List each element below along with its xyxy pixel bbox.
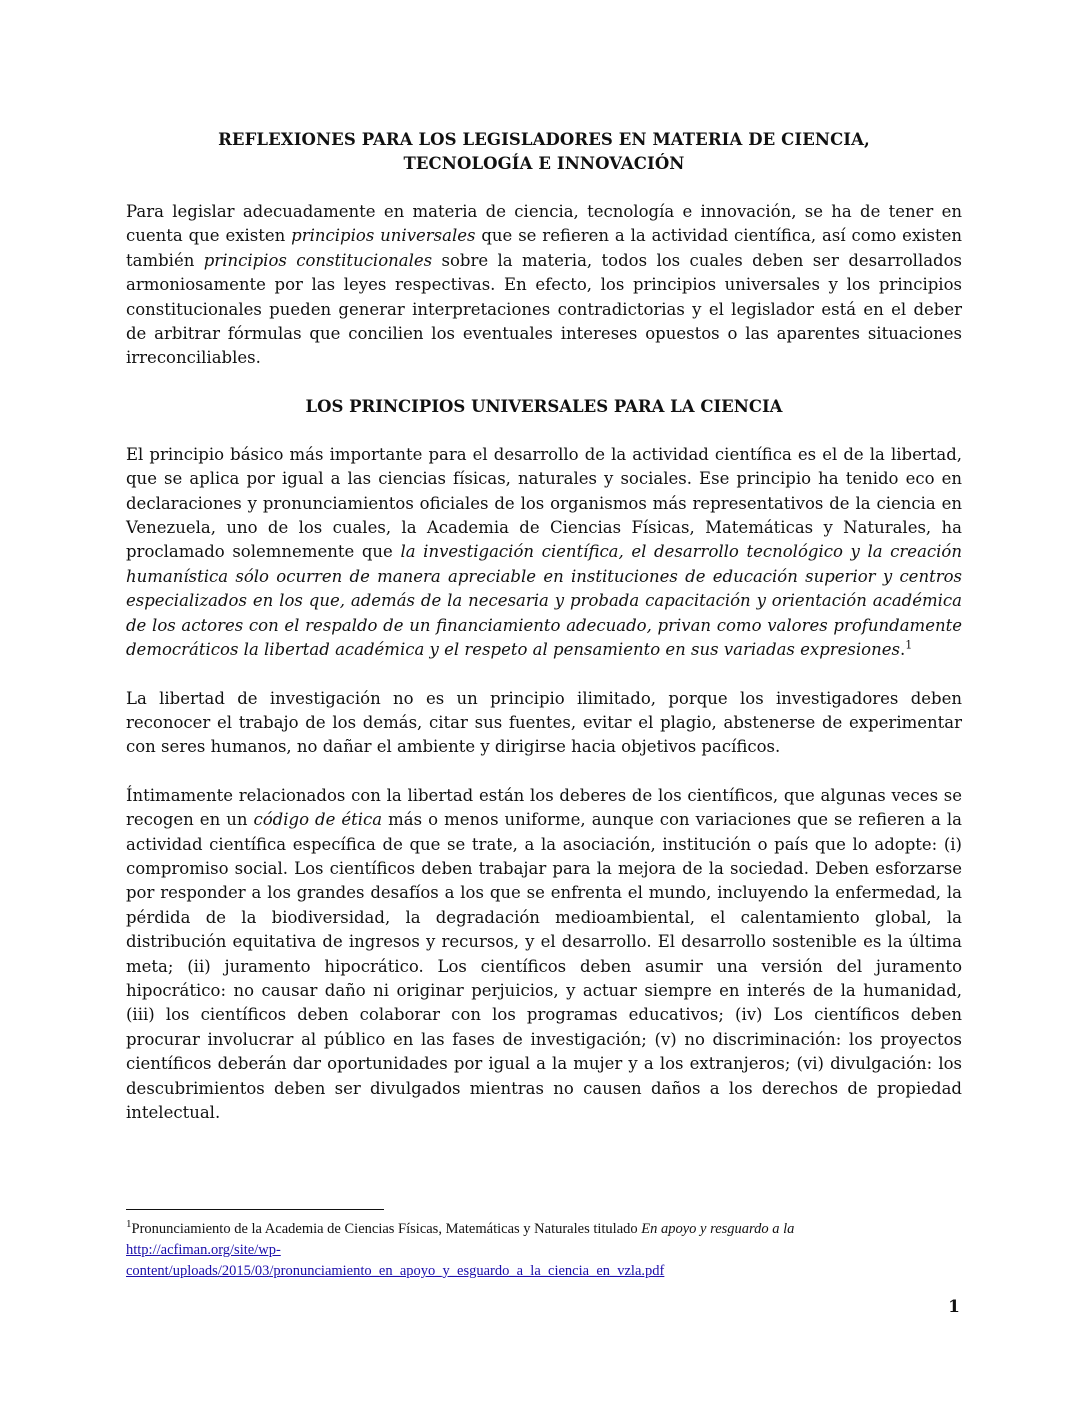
principle-period: .	[899, 640, 906, 660]
intro-text-2: que se refieren a la actividad científica, así como existen también	[126, 226, 962, 270]
footnote-reference[interactable]: 1	[905, 638, 913, 652]
footnote-number: 1	[126, 1218, 132, 1231]
academy-quote: la investigación científica, el desarrollo tecnológico y la creación humanística sólo ocurren de manera apreciable en instituciones de educación superior y centros especializados en los que, además de la necesaria y probada capacitación y orientación académica de los actores con el respaldo de un financiamiento adecuado, privan como valores profundamente democráticos la libertad académica y el respeto al pensamiento en sus variadas expresiones	[126, 542, 962, 660]
principle-paragraph	[126, 443, 962, 663]
ethics-paragraph	[126, 784, 962, 1126]
intro-paragraph	[126, 200, 962, 371]
limits-paragraph: La libertad de investigación no es un principio ilimitado, porque los investigadores deben reconocer el trabajo de los demás, citar sus fuentes, evitar el plagio, abstenerse de experimentar con seres humanos, no dañar el ambiente y dirigirse hacia objetivos pacíficos.	[126, 688, 962, 757]
footnote	[126, 1219, 962, 1282]
footnote-text: Pronunciamiento de la Academia de Ciencias Físicas, Matemáticas y Naturales titulado	[131, 1221, 642, 1237]
footnote-link-line-1[interactable]: http://acfiman.org/site/wp-	[126, 1242, 281, 1258]
principle-text: El principio básico más importante para el desarrollo de la actividad científica es el de la libertad, que se aplica por igual a las ciencias físicas, naturales y sociales. Ese principio ha tenido eco en declaraciones y pronunciamientos oficiales de los organismos más representativos de la ciencia en Venezuela, uno de los cuales, la Academia de Ciencias Físicas, Matemáticas y Naturales, ha proclamado solemnemente que	[126, 444, 962, 562]
footnote-divider	[126, 1209, 384, 1210]
footnote-title-emphasis: En apoyo y resguardo a la	[641, 1221, 795, 1237]
section-heading-universal: LOS PRINCIPIOS UNIVERSALES PARA LA CIENCIA	[305, 396, 783, 416]
footnote-link-line-2[interactable]: content/uploads/2015/03/pronunciamiento_en_apoyo_y_esguardo_a_la_ciencia_en_vzla.pdf	[126, 1263, 665, 1279]
ethics-text-2: más o menos uniforme, aunque con variaciones que se refieren a la actividad científica específica de que se trate, a la asociación, institución o país que lo adopte: (i) compromiso social. Los científicos deben trabajar para la mejora de la sociedad. Deben esforzarse por responder a los grandes desafíos a los que se enfrenta el mundo, incluyendo la enfermedad, la pérdida de la biodiversidad, la degradación medioambiental, el calentamiento global, la distribución equitativa de ingresos y recursos, y el desarrollo. El desarrollo sostenible es la última meta; (ii) juramento hipocrático. Los científicos deben asumir una versión del juramento hipocrático: no causar daño ni originar perjuicios, y actuar siempre en interés de la humanidad, (iii) los científicos deben colaborar con los programas educativos; (iv) Los científicos deben procurar involucrar al público en las fases de investigación; (v) no discriminación: los proyectos científicos deberán dar oportunidades por igual a la mujer y a los extranjeros; (vi) divulgación: los descubrimientos deben ser divulgados mientras no causen daños a los derechos de propiedad intelectual.	[126, 810, 963, 1122]
title-line-2: TECNOLOGÍA E INNOVACIÓN	[403, 154, 685, 173]
page-number: 1	[948, 1297, 960, 1317]
page-content	[126, 128, 962, 1149]
intro-emphasis-universal: principios universales	[291, 226, 476, 246]
ethics-emphasis-code: código de ética	[253, 810, 383, 830]
intro-text-3: sobre la materia, todos los cuales deben ser desarrollados armoniosamente por las leyes respectivas. En efecto, los principios universales y los principios constitucionales pueden generar interpretaciones contradictorias y el legislador está en el deber de arbitrar fórmulas que concilien los eventuales intereses opuestos o las aparentes situaciones irreconciliables.	[126, 250, 963, 368]
document-title	[126, 128, 962, 176]
intro-text-1: Para legislar adecuadamente en materia de ciencia, tecnología e innovación, se ha de tener en cuenta que existen	[126, 202, 962, 246]
ethics-text-1: Íntimamente relacionados con la libertad están los deberes de los científicos, que algunas veces se recogen en un	[126, 785, 962, 830]
intro-emphasis-constitutional: principios constitucionales	[203, 250, 433, 270]
title-line-1: REFLEXIONES PARA LOS LEGISLADORES EN MATERIA DE CIENCIA,	[218, 130, 870, 149]
